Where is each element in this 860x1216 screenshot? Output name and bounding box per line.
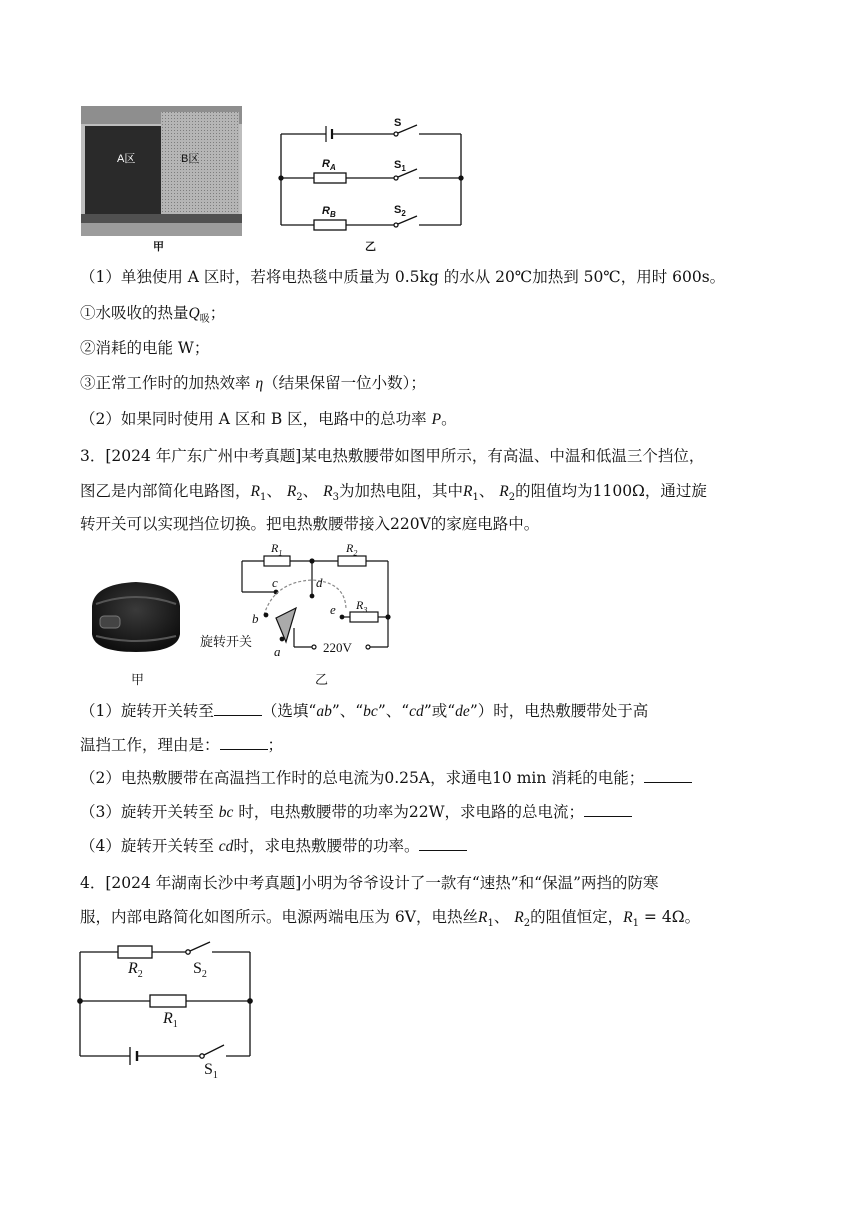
q2-part1-b: ②消耗的电能 W； (80, 339, 210, 357)
q4-label-s2: $S_2$ (193, 960, 207, 981)
label-r3: $R_3$ (356, 598, 368, 615)
q3-intro-line2: 图乙是内部简化电路图，$R_1$、 $R_2$、 $R_3$为加热电阻，其中$R_1$、 $R_2$的阻值均为1100Ω，通过旋 (80, 482, 707, 504)
label-switch-s: S (394, 117, 402, 129)
waist-belt-photo (86, 576, 186, 656)
answer-blank[interactable] (214, 701, 262, 716)
q3-caption-jia: 甲 (131, 672, 145, 687)
photo-label-a: A区 (117, 153, 136, 165)
q3-sub1-line1: （1）旋转开关转至 （选填“ab”、“bc”、“cd”或“de”）时，电热敷腰带处于高 (80, 702, 649, 720)
q3-caption-yi: 乙 (315, 672, 329, 687)
label-point-e: e (330, 602, 336, 617)
answer-blank[interactable] (644, 768, 692, 783)
blanket-circuit-diagram (276, 116, 466, 236)
heating-blanket-photo (81, 106, 242, 236)
answer-blank[interactable] (220, 735, 268, 750)
label-resistor-rb: $R_B$ (322, 205, 336, 220)
label-r1: $R_1$ (271, 541, 283, 558)
q2-part1: （1）单独使用 A 区时，若将电热毯中质量为 0.5kg 的水从 20℃加热到 50℃，用时 600s。 (80, 268, 726, 286)
q3-sub1-line2: 温挡工作，理由是： ； (80, 736, 284, 754)
q2-part1-a: ①水吸收的热量$Q_吸$； (80, 304, 226, 326)
label-switch-s1: $S_1$ (394, 159, 406, 174)
q2-part1-c: ③正常工作时的加热效率 η（结果保留一位小数）； (80, 374, 426, 392)
q3-intro-line1: 3．[2024 年广东广州中考真题]某电热敷腰带如图甲所示，有高温、中温和低温三个挡位， (80, 447, 705, 465)
q4-label-r1: $R_1$ (163, 1010, 178, 1031)
q3-sub2: （2）电热敷腰带在高温挡工作时的总电流为0.25A，求通电10 min 消耗的电能； (80, 768, 692, 788)
figure-caption-jia: 甲 (153, 241, 164, 253)
label-point-a: a (274, 644, 281, 659)
figure-caption-yi: 乙 (365, 241, 376, 253)
q4-line2: 服，内部电路简化如图所示。电源两端电压为 6V，电热丝$R_1$、 $R_2$的阻值恒定，$R_1 = 4\Omega$。 (80, 908, 701, 930)
label-point-c: c (272, 575, 278, 590)
label-r2: $R_2$ (346, 541, 358, 558)
q4-label-r2: $R_2$ (128, 960, 143, 981)
q3-intro-line3: 转开关可以实现挡位切换。把电热敷腰带接入220V的家庭电路中。 (80, 515, 540, 533)
label-resistor-ra: $R_A$ (322, 158, 336, 173)
q4-label-s1: $S_1$ (204, 1061, 218, 1082)
label-rotary-switch: 旋转开关 (200, 634, 253, 649)
label-point-d: d (316, 575, 323, 590)
photo-label-b: B区 (181, 153, 200, 165)
q2-part2: （2）如果同时使用 A 区和 B 区，电路中的总功率 P。 (80, 410, 457, 428)
q3-sub3: （3）旋转开关转至 bc 时，电热敷腰带的功率为22W，求电路的总电流； (80, 802, 632, 823)
q3-sub4: （4）旋转开关转至 cd时，求电热敷腰带的功率。 (80, 836, 467, 857)
label-220v: 220V (323, 640, 352, 655)
answer-blank[interactable] (419, 836, 467, 851)
label-point-b: b (252, 611, 259, 626)
q4-line1: 4．[2024 年湖南长沙中考真题]小明为爷爷设计了一款有“速热”和“保温”两挡的防寒 (80, 874, 659, 892)
answer-blank[interactable] (584, 802, 632, 817)
label-switch-s2: $S_2$ (394, 204, 406, 219)
